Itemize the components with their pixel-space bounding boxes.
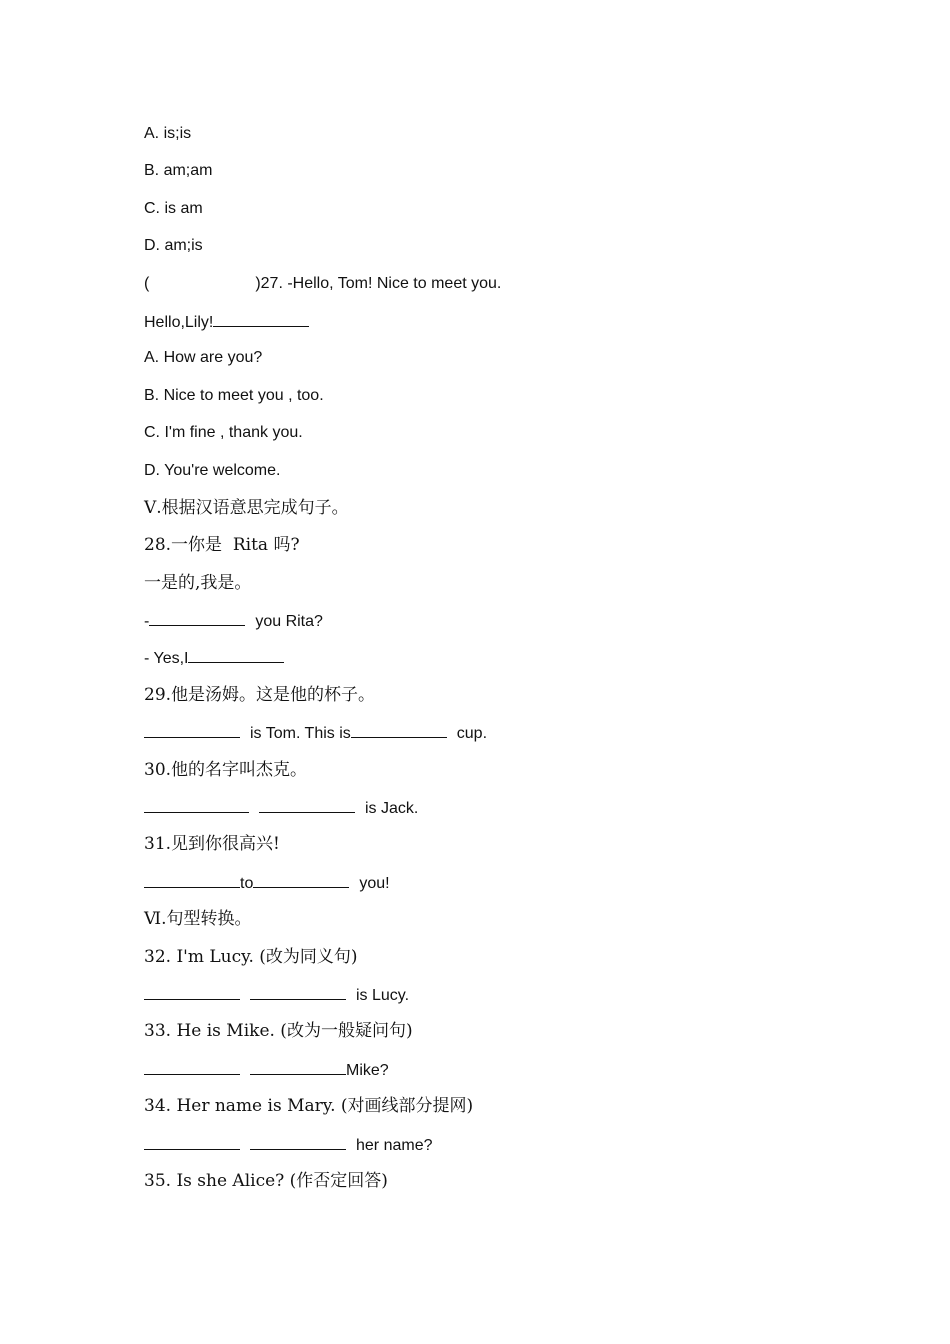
q28-line2-prefix: - Yes,I bbox=[144, 650, 189, 668]
q27-reply bbox=[144, 308, 844, 345]
q29-answer bbox=[144, 719, 844, 756]
q31-mid: to bbox=[240, 874, 254, 892]
q28-blank-2[interactable] bbox=[188, 644, 284, 663]
q27-option-b: B. Nice to meet you , too. bbox=[144, 386, 324, 404]
q34-answer bbox=[144, 1131, 844, 1168]
q29-prompt: 29.他是汤姆。这是他的杯子。 bbox=[144, 684, 376, 705]
q31-blank-1[interactable] bbox=[144, 869, 240, 888]
q31-prompt: 31.见到你很高兴! bbox=[144, 834, 280, 855]
q30-blank-2[interactable] bbox=[259, 794, 355, 813]
q30-blank-1[interactable] bbox=[144, 794, 249, 813]
q34-blank-1[interactable] bbox=[144, 1131, 240, 1150]
q27-reply-blank[interactable] bbox=[213, 308, 309, 327]
q28-prompt2: 一是的,我是。 bbox=[144, 572, 252, 593]
q34-blank-2[interactable] bbox=[250, 1131, 346, 1150]
q28-line2 bbox=[144, 644, 844, 681]
q26-option-b: B. am;am bbox=[144, 162, 213, 180]
q32-suffix: is Lucy. bbox=[356, 986, 410, 1004]
q28-line1 bbox=[144, 607, 844, 644]
q31-suffix: you! bbox=[359, 874, 390, 892]
q26-option-a: A. is;is bbox=[144, 125, 192, 142]
q27-stem bbox=[144, 271, 844, 308]
q27-option-a: A. How are you? bbox=[144, 349, 263, 367]
q35-prompt: 35. Is she Alice? (作否定回答) bbox=[144, 1170, 388, 1191]
q29-mid: is Tom. This is bbox=[250, 725, 351, 743]
q31-blank-2[interactable] bbox=[253, 869, 349, 888]
q30-suffix: is Jack. bbox=[365, 800, 419, 818]
q27-reply-prefix: Hello,Lily! bbox=[144, 313, 214, 331]
q29-blank-2[interactable] bbox=[351, 719, 447, 738]
q32-blank-1[interactable] bbox=[144, 981, 240, 1000]
q29-suffix: cup. bbox=[456, 725, 488, 743]
q26-option-d: D. am;is bbox=[144, 237, 203, 255]
q32-prompt: 32. I'm Lucy. (改为同义句) bbox=[144, 946, 358, 967]
q33-blank-2[interactable] bbox=[250, 1056, 346, 1075]
q30-answer bbox=[144, 794, 844, 831]
q27-option-d: D. You're welcome. bbox=[144, 461, 281, 479]
q28-blank-1[interactable] bbox=[149, 607, 245, 626]
q32-blank-2[interactable] bbox=[250, 981, 346, 1000]
q33-suffix: Mike? bbox=[346, 1061, 389, 1079]
q33-answer bbox=[144, 1056, 844, 1093]
q27-option-c: C. I'm fine , thank you. bbox=[144, 424, 303, 442]
q30-prompt: 30.他的名字叫杰克。 bbox=[144, 759, 308, 780]
worksheet-page bbox=[144, 121, 844, 1205]
q29-blank-1[interactable] bbox=[144, 719, 240, 738]
section5-heading: Ⅴ.根据汉语意思完成句子。 bbox=[144, 497, 349, 518]
section6-heading: Ⅵ.句型转换。 bbox=[144, 909, 252, 930]
q28-line1-prefix: - bbox=[144, 613, 150, 631]
q34-prompt: 34. Her name is Mary. (对画线部分提网) bbox=[144, 1096, 474, 1117]
q31-answer bbox=[144, 869, 844, 906]
q26-option-c: C. is am bbox=[144, 199, 203, 217]
q28-line1-suffix: you Rita? bbox=[255, 613, 323, 631]
q28-prompt: 28.一你是 Rita 吗? bbox=[144, 535, 300, 556]
q32-answer bbox=[144, 981, 844, 1018]
q33-blank-1[interactable] bbox=[144, 1056, 240, 1075]
q27-open-paren: ( bbox=[144, 274, 150, 292]
q27-question: )27. -Hello, Tom! Nice to meet you. bbox=[255, 274, 502, 292]
q33-prompt: 33. He is Mike. (改为一般疑问句) bbox=[144, 1021, 413, 1042]
q34-suffix: her name? bbox=[356, 1136, 433, 1154]
